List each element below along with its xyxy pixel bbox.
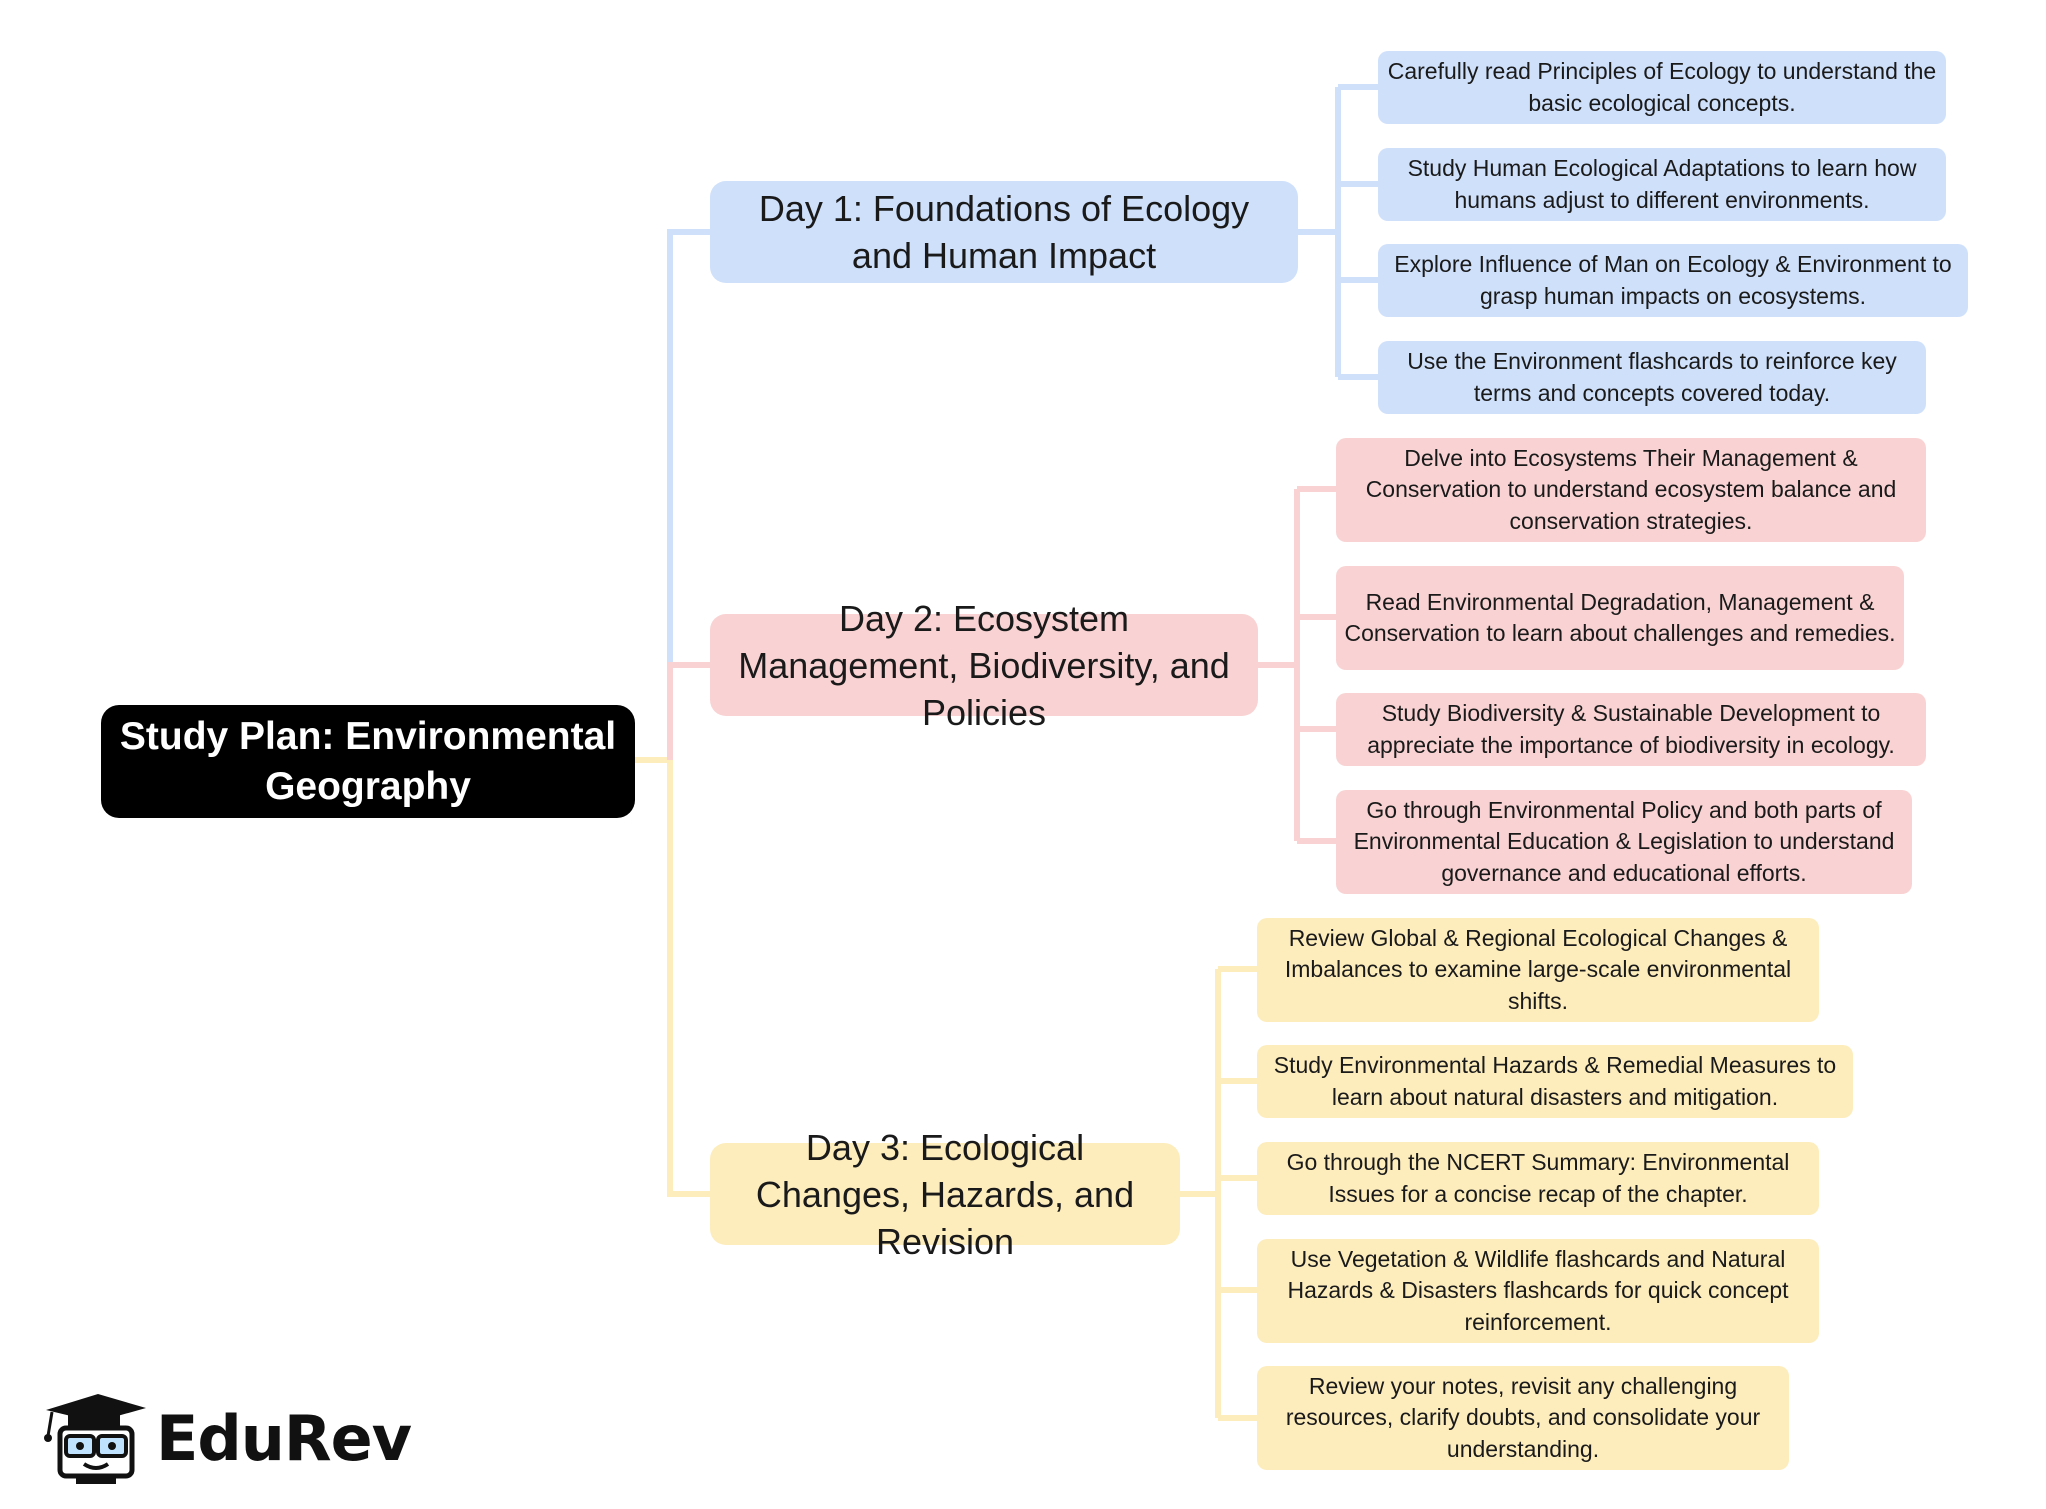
day-3-task-2: Study Environmental Hazards & Remedial Measures to learn about natural disasters and mitigation. [1257, 1045, 1853, 1118]
day-2-task-1: Delve into Ecosystems Their Management & Conservation to understand ecosystem balance and conservation strategies. [1336, 438, 1926, 542]
day-1-task-3: Explore Influence of Man on Ecology & Environment to grasp human impacts on ecosystems. [1378, 244, 1968, 317]
connector-day2-tasks [1258, 489, 1336, 841]
day-1-task-2: Study Human Ecological Adaptations to learn how humans adjust to different environments. [1378, 148, 1946, 221]
day-1-task-4: Use the Environment flashcards to reinforce key terms and concepts covered today. [1378, 341, 1926, 414]
day-2-node: Day 2: Ecosystem Management, Biodiversity, and Policies [710, 614, 1258, 716]
day-2-task-2: Read Environmental Degradation, Management & Conservation to learn about challenges and remedies. [1336, 566, 1904, 670]
connector-day3 [670, 760, 710, 1194]
connector-day2 [670, 665, 710, 760]
day-3-task-5: Review your notes, revisit any challenging resources, clarify doubts, and consolidate your understanding. [1257, 1366, 1789, 1470]
day-1-node: Day 1: Foundations of Ecology and Human Impact [710, 181, 1298, 283]
edurev-logo-text: EduRev [156, 1402, 412, 1475]
day-3-task-1: Review Global & Regional Ecological Changes & Imbalances to examine large-scale environmental shifts. [1257, 918, 1819, 1022]
day-2-task-3: Study Biodiversity & Sustainable Development to appreciate the importance of biodiversity in ecology. [1336, 693, 1926, 766]
root-node: Study Plan: Environmental Geography [101, 705, 635, 818]
connector-day3-tasks [1180, 969, 1257, 1418]
day-3-node: Day 3: Ecological Changes, Hazards, and Revision [710, 1143, 1180, 1245]
day-2-task-4: Go through Environmental Policy and both parts of Environmental Education & Legislation to understand governance and educational efforts. [1336, 790, 1912, 894]
day-3-task-4: Use Vegetation & Wildlife flashcards and Natural Hazards & Disasters flashcards for quick concept reinforcement. [1257, 1239, 1819, 1343]
day-3-task-3: Go through the NCERT Summary: Environmental Issues for a concise recap of the chapter. [1257, 1142, 1819, 1215]
day-1-task-1: Carefully read Principles of Ecology to understand the basic ecological concepts. [1378, 51, 1946, 124]
connector-day1-tasks [1298, 87, 1378, 377]
connector-day1 [670, 232, 710, 760]
